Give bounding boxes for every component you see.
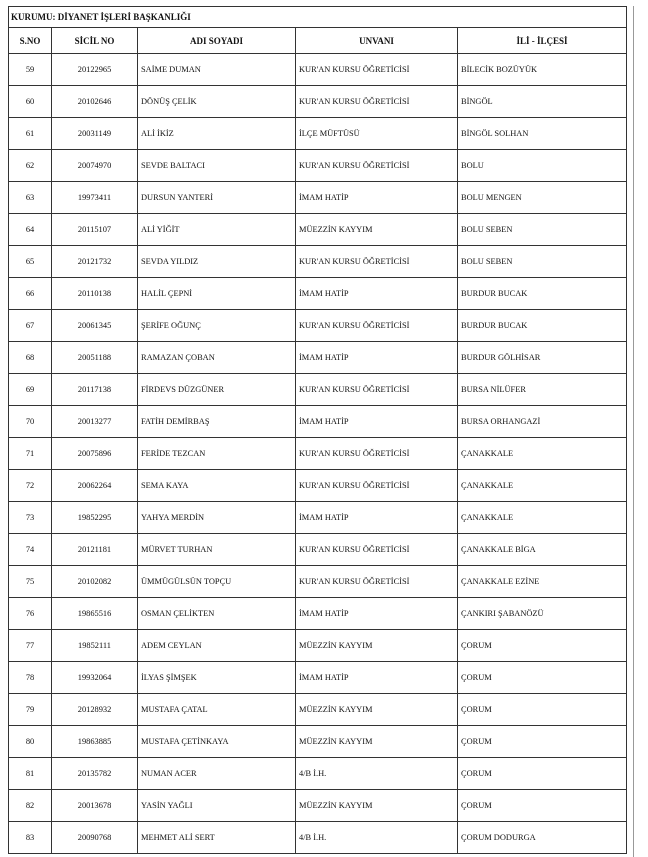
cell-name: ALİ İKİZ (138, 118, 296, 150)
header-sno: S.NO (9, 28, 52, 54)
cell-name: FERİDE TEZCAN (138, 438, 296, 470)
header-name: ADI SOYADI (138, 28, 296, 54)
header-title: UNVANI (296, 28, 458, 54)
cell-location: BOLU SEBEN (458, 246, 627, 278)
table-row (9, 406, 627, 438)
table-row (9, 502, 627, 534)
cell-location: ÇORUM (458, 758, 627, 790)
cell-sno: 72 (9, 470, 52, 502)
cell-title: MÜEZZİN KAYYIM (296, 694, 458, 726)
cell-name: MEHMET ALİ SERT (138, 822, 296, 854)
cell-title: İMAM HATİP (296, 406, 458, 438)
cell-location: ÇORUM (458, 694, 627, 726)
cell-location: BURDUR BUCAK (458, 310, 627, 342)
cell-name: SAİME DUMAN (138, 54, 296, 86)
cell-name: OSMAN ÇELİKTEN (138, 598, 296, 630)
cell-title: 4/B İ.H. (296, 758, 458, 790)
table-row (9, 726, 627, 758)
table-row (9, 310, 627, 342)
cell-sicil-no: 20062264 (52, 470, 138, 502)
cell-title: KUR'AN KURSU ÖĞRETİCİSİ (296, 54, 458, 86)
cell-title: KUR'AN KURSU ÖĞRETİCİSİ (296, 438, 458, 470)
cell-title: MÜEZZİN KAYYIM (296, 790, 458, 822)
table-row (9, 278, 627, 310)
cell-sicil-no: 20117138 (52, 374, 138, 406)
cell-name: SEMA KAYA (138, 470, 296, 502)
cell-sno: 83 (9, 822, 52, 854)
cell-sicil-no: 20061345 (52, 310, 138, 342)
table-row (9, 790, 627, 822)
table-row (9, 694, 627, 726)
cell-sicil-no: 19973411 (52, 182, 138, 214)
table-row (9, 598, 627, 630)
table-row (9, 246, 627, 278)
cell-sno: 73 (9, 502, 52, 534)
organization-row (9, 7, 627, 28)
table-row (9, 758, 627, 790)
cell-sicil-no: 19852111 (52, 630, 138, 662)
cell-sicil-no: 20051188 (52, 342, 138, 374)
cell-sno: 65 (9, 246, 52, 278)
cell-sno: 76 (9, 598, 52, 630)
cell-sno: 71 (9, 438, 52, 470)
cell-sno: 67 (9, 310, 52, 342)
cell-location: ÇORUM DODURGA (458, 822, 627, 854)
cell-location: BURDUR GÖLHİSAR (458, 342, 627, 374)
cell-location: BOLU MENGEN (458, 182, 627, 214)
cell-name: ALİ YİĞİT (138, 214, 296, 246)
cell-title: KUR'AN KURSU ÖĞRETİCİSİ (296, 374, 458, 406)
cell-sno: 79 (9, 694, 52, 726)
cell-sicil-no: 20121181 (52, 534, 138, 566)
cell-sno: 74 (9, 534, 52, 566)
cell-title: İMAM HATİP (296, 598, 458, 630)
header-sicil-no: SİCİL NO (52, 28, 138, 54)
cell-name: İLYAS ŞİMŞEK (138, 662, 296, 694)
cell-name: ÜMMÜGÜLSÜN TOPÇU (138, 566, 296, 598)
cell-sicil-no: 20135782 (52, 758, 138, 790)
cell-location: ÇANAKKALE (458, 502, 627, 534)
cell-title: MÜEZZİN KAYYIM (296, 726, 458, 758)
cell-location: BURSA ORHANGAZİ (458, 406, 627, 438)
cell-location: BOLU SEBEN (458, 214, 627, 246)
cell-title: KUR'AN KURSU ÖĞRETİCİSİ (296, 534, 458, 566)
cell-sicil-no: 19863885 (52, 726, 138, 758)
cell-sno: 80 (9, 726, 52, 758)
organization-title: KURUMU: DİYANET İŞLERİ BAŞKANLIĞI (9, 7, 627, 28)
cell-sicil-no: 20122965 (52, 54, 138, 86)
cell-title: 4/B İ.H. (296, 822, 458, 854)
table-row (9, 438, 627, 470)
cell-sno: 81 (9, 758, 52, 790)
cell-location: BİLECİK BOZÜYÜK (458, 54, 627, 86)
cell-sicil-no: 20074970 (52, 150, 138, 182)
personnel-table (8, 6, 627, 854)
cell-sno: 77 (9, 630, 52, 662)
cell-title: KUR'AN KURSU ÖĞRETİCİSİ (296, 86, 458, 118)
document-page (8, 6, 634, 857)
cell-location: ÇORUM (458, 662, 627, 694)
cell-title: KUR'AN KURSU ÖĞRETİCİSİ (296, 150, 458, 182)
table-row (9, 118, 627, 150)
cell-name: SEVDE BALTACI (138, 150, 296, 182)
cell-sicil-no: 19852295 (52, 502, 138, 534)
cell-location: ÇANAKKALE EZİNE (458, 566, 627, 598)
cell-sno: 60 (9, 86, 52, 118)
table-row (9, 54, 627, 86)
table-row (9, 150, 627, 182)
cell-name: ŞERİFE OĞUNÇ (138, 310, 296, 342)
table-row (9, 822, 627, 854)
cell-name: MÜRVET TURHAN (138, 534, 296, 566)
cell-location: ÇANKIRI ŞABANÖZÜ (458, 598, 627, 630)
table-header-row (9, 28, 627, 54)
cell-sno: 66 (9, 278, 52, 310)
cell-location: ÇANAKKALE (458, 438, 627, 470)
cell-title: İMAM HATİP (296, 662, 458, 694)
table-row (9, 662, 627, 694)
cell-sicil-no: 20013678 (52, 790, 138, 822)
cell-sno: 70 (9, 406, 52, 438)
cell-title: KUR'AN KURSU ÖĞRETİCİSİ (296, 246, 458, 278)
cell-name: FATİH DEMİRBAŞ (138, 406, 296, 438)
cell-location: ÇANAKKALE (458, 470, 627, 502)
cell-name: FİRDEVS DÜZGÜNER (138, 374, 296, 406)
cell-title: MÜEZZİN KAYYIM (296, 630, 458, 662)
cell-location: BURDUR BUCAK (458, 278, 627, 310)
table-row (9, 566, 627, 598)
cell-title: İMAM HATİP (296, 342, 458, 374)
table-row (9, 534, 627, 566)
cell-location: BURSA NİLÜFER (458, 374, 627, 406)
cell-name: MUSTAFA ÇETİNKAYA (138, 726, 296, 758)
table-row (9, 86, 627, 118)
cell-sicil-no: 20102082 (52, 566, 138, 598)
cell-title: İLÇE MÜFTÜSÜ (296, 118, 458, 150)
cell-sicil-no: 20031149 (52, 118, 138, 150)
cell-sicil-no: 19865516 (52, 598, 138, 630)
table-row (9, 470, 627, 502)
cell-sno: 62 (9, 150, 52, 182)
cell-title: İMAM HATİP (296, 182, 458, 214)
cell-name: DURSUN YANTERİ (138, 182, 296, 214)
cell-sicil-no: 20075896 (52, 438, 138, 470)
cell-sicil-no: 20110138 (52, 278, 138, 310)
cell-name: HALİL ÇEPNİ (138, 278, 296, 310)
cell-title: MÜEZZİN KAYYIM (296, 214, 458, 246)
cell-sicil-no: 19932064 (52, 662, 138, 694)
cell-sicil-no: 20115107 (52, 214, 138, 246)
cell-name: NUMAN ACER (138, 758, 296, 790)
cell-title: KUR'AN KURSU ÖĞRETİCİSİ (296, 310, 458, 342)
cell-sno: 68 (9, 342, 52, 374)
cell-location: ÇORUM (458, 790, 627, 822)
cell-sno: 64 (9, 214, 52, 246)
cell-sno: 75 (9, 566, 52, 598)
table-row (9, 630, 627, 662)
table-row (9, 342, 627, 374)
cell-title: KUR'AN KURSU ÖĞRETİCİSİ (296, 470, 458, 502)
cell-name: ADEM CEYLAN (138, 630, 296, 662)
cell-sno: 59 (9, 54, 52, 86)
cell-sno: 78 (9, 662, 52, 694)
cell-sno: 63 (9, 182, 52, 214)
cell-location: ÇORUM (458, 630, 627, 662)
cell-sicil-no: 20013277 (52, 406, 138, 438)
table-body (9, 7, 627, 854)
cell-name: MUSTAFA ÇATAL (138, 694, 296, 726)
cell-location: ÇANAKKALE BİGA (458, 534, 627, 566)
cell-title: İMAM HATİP (296, 502, 458, 534)
cell-sno: 61 (9, 118, 52, 150)
cell-sno: 69 (9, 374, 52, 406)
cell-location: BOLU (458, 150, 627, 182)
table-row (9, 374, 627, 406)
cell-name: RAMAZAN ÇOBAN (138, 342, 296, 374)
cell-sicil-no: 20128932 (52, 694, 138, 726)
cell-location: BİNGÖL (458, 86, 627, 118)
cell-sno: 82 (9, 790, 52, 822)
cell-sicil-no: 20102646 (52, 86, 138, 118)
cell-title: KUR'AN KURSU ÖĞRETİCİSİ (296, 566, 458, 598)
cell-sicil-no: 20121732 (52, 246, 138, 278)
cell-name: YASİN YAĞLI (138, 790, 296, 822)
cell-sicil-no: 20090768 (52, 822, 138, 854)
cell-name: SEVDA YILDIZ (138, 246, 296, 278)
cell-name: YAHYA MERDİN (138, 502, 296, 534)
cell-location: ÇORUM (458, 726, 627, 758)
cell-location: BİNGÖL SOLHAN (458, 118, 627, 150)
table-row (9, 214, 627, 246)
cell-name: DÖNÜŞ ÇELİK (138, 86, 296, 118)
header-location: İLİ - İLÇESİ (458, 28, 627, 54)
cell-title: İMAM HATİP (296, 278, 458, 310)
table-row (9, 182, 627, 214)
